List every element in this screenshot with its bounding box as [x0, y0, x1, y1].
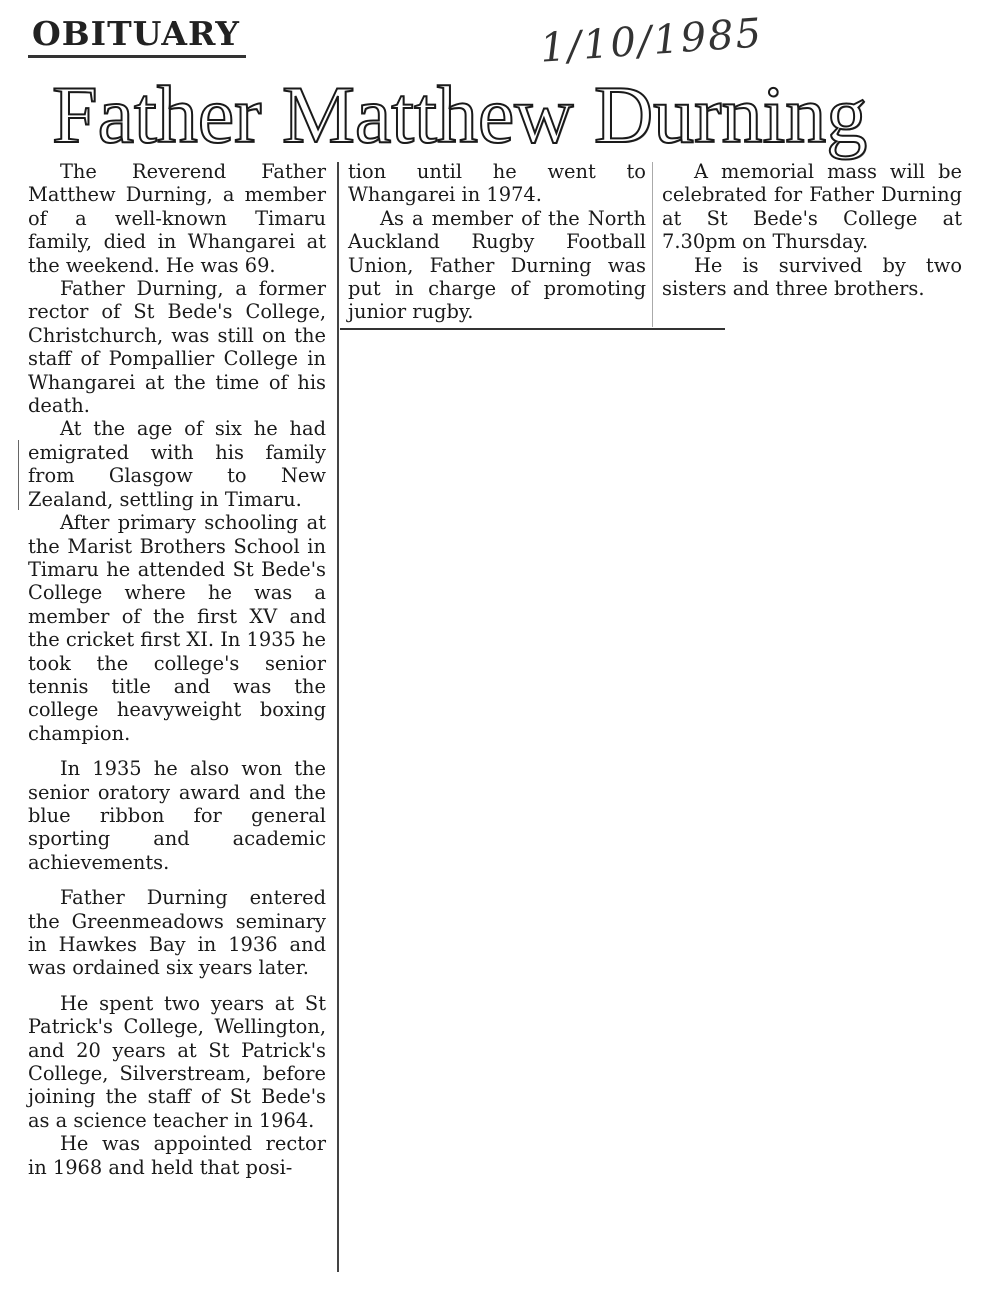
paragraph: The Reverend Father Matthew Durning, a member of a well-known Timaru family, died in Whangarei at the weekend. He was 69.: [28, 160, 326, 277]
article-column-3: [662, 160, 962, 300]
column-divider: [652, 162, 653, 327]
article-column-2: [348, 160, 646, 324]
paragraph: tion until he went to Whangarei in 1974.: [348, 160, 646, 207]
paragraph: After primary schooling at the Marist Brothers School in Timaru he attended St Bede's College where he was a member of the first XV and the cricket first XI. In 1935 he took the college's senior tennis title and was the college heavyweight boxing champion.: [28, 511, 326, 745]
section-label: OBITUARY: [32, 14, 240, 53]
paragraph: Father Durning, a former rector of St Bede's College, Christchurch, was still on the staff of Pompallier College in Whangarei at the time of his death.: [28, 277, 326, 418]
left-margin-mark: [18, 440, 19, 510]
paragraph: He was appointed rector in 1968 and held that posi-: [28, 1132, 326, 1179]
paragraph: As a member of the North Auckland Rugby Football Union, Father Durning was put in charge of promoting junior rugby.: [348, 206, 646, 324]
paragraph: He spent two years at St Patrick's College, Wellington, and 20 years at St Patrick's College, Silverstream, before joining the staff of St Bede's as a science teacher in 1964.: [28, 991, 326, 1132]
handwritten-date: 1/10/1985: [538, 10, 765, 72]
end-rule: [340, 328, 725, 330]
headline: Father Matthew Durning: [52, 69, 868, 160]
paragraph: At the age of six he had emigrated with his family from Glasgow to New Zealand, settling in Timaru.: [28, 417, 326, 511]
paragraph: A memorial mass will be celebrated for Father Durning at St Bede's College at 7.30pm on Thursday.: [662, 160, 962, 254]
paragraph: Father Durning entered the Greenmeadows seminary in Hawkes Bay in 1936 and was ordained six years later.: [28, 886, 326, 980]
paragraph: In 1935 he also won the senior oratory award and the blue ribbon for general sporting and academic achievements.: [28, 757, 326, 874]
column-divider: [337, 162, 339, 1272]
paragraph: He is survived by two sisters and three brothers.: [662, 253, 962, 301]
article-column-1: [28, 160, 326, 1179]
section-rule: [28, 55, 246, 58]
